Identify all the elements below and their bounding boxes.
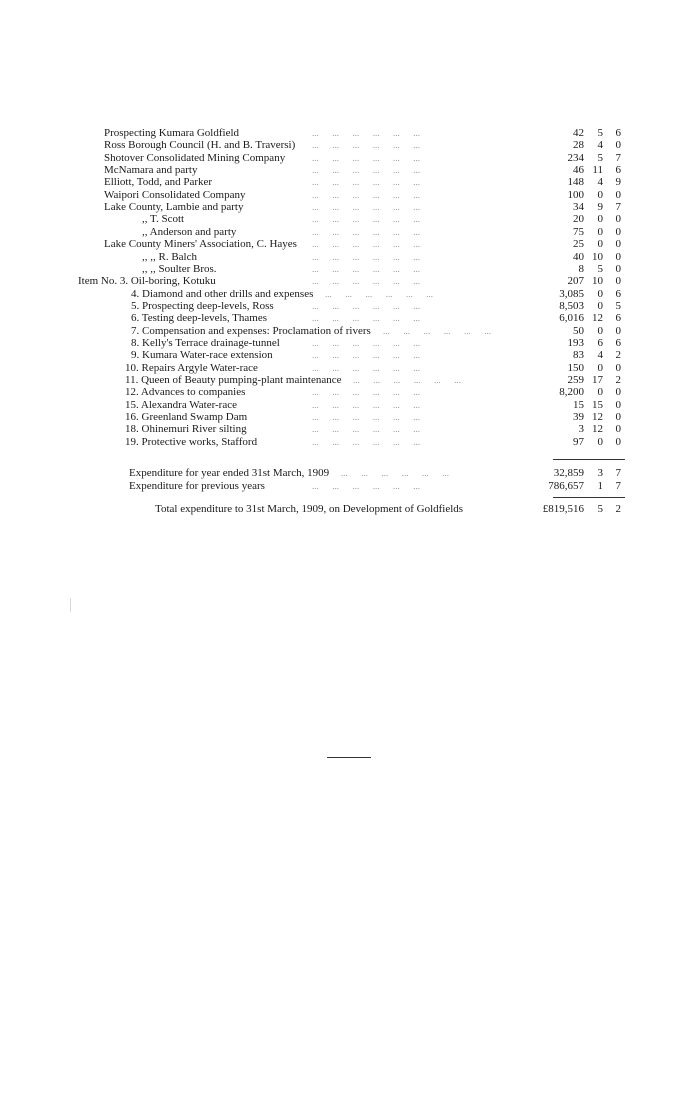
item-description: 18. Ohinemuri River silting (125, 423, 247, 436)
amount-shillings: 0 (597, 238, 603, 251)
table-row (0, 226, 700, 238)
amount-pence: 2 (615, 349, 621, 362)
table-row (0, 164, 700, 176)
leader-dots: ... ... ... ... ... ... (312, 399, 420, 410)
item-description: 6. Testing deep-levels, Thames (131, 312, 267, 325)
leader-dots: ... ... ... ... ... ... (312, 387, 420, 398)
amount-pounds: 8,503 (559, 299, 584, 312)
table-row (0, 238, 700, 250)
item-description: Elliott, Todd, and Parker (104, 176, 213, 189)
leader-dots: ... ... ... ... ... ... (312, 202, 420, 213)
amount-pounds: 42 (573, 127, 584, 139)
amount-pence: 0 (615, 139, 621, 152)
table-row (0, 423, 700, 435)
leader-dots: ... ... ... ... ... ... (312, 226, 420, 237)
item-description: McNamara and party (104, 164, 198, 177)
amount-pounds: 234 (567, 151, 584, 164)
leader-dots: ... ... ... ... ... ... (312, 436, 420, 447)
item-description: Total expenditure to 31st March, 1909, on Development of Goldfields (155, 503, 464, 515)
amount-shillings: 0 (597, 361, 603, 374)
amount-shillings: 0 (597, 299, 603, 312)
amount-shillings: 3 (597, 467, 603, 479)
amount-pounds: 83 (573, 349, 584, 362)
leader-dots: ... ... ... ... ... ... (312, 350, 420, 361)
table-row (0, 300, 700, 312)
amount-pence: 6 (615, 287, 621, 300)
amount-pence: 0 (615, 324, 621, 337)
amount-pence: 7 (615, 467, 621, 479)
leader-dots: ... ... ... ... ... ... (312, 362, 420, 373)
amount-shillings: 0 (597, 188, 603, 201)
table-row (0, 288, 700, 300)
table-row (0, 189, 700, 201)
table-row (0, 325, 700, 337)
amount-pence: 0 (615, 411, 621, 424)
item-description: 7. Compensation and expenses: Proclamation of rivers (131, 324, 371, 337)
leader-dots: ... ... ... ... ... ... (312, 165, 420, 176)
amount-pounds: 39 (573, 411, 584, 424)
leader-dots: ... ... ... ... ... ... (312, 239, 420, 250)
item-description: Expenditure for year ended 31st March, 1909 (129, 467, 330, 479)
leader-dots: ... ... ... ... ... ... (312, 313, 420, 324)
item-description: Lake County Miners' Association, C. Hayes (104, 238, 297, 251)
amount-pence: 7 (615, 480, 621, 492)
leader-dots: ... ... ... ... ... ... (312, 189, 420, 200)
amount-pounds: 97 (573, 435, 584, 448)
table-row (0, 480, 700, 492)
amount-shillings: 11 (592, 164, 603, 177)
leader-dots: ... ... ... ... ... ... (312, 177, 420, 188)
amount-shillings: 4 (597, 349, 603, 362)
item-description: Item No. 3. Oil-boring, Kotuku (78, 275, 216, 288)
amount-shillings: 5 (597, 503, 603, 515)
table-row (0, 312, 700, 324)
amount-pence: 5 (615, 299, 621, 312)
amount-shillings: 12 (592, 312, 603, 325)
amount-shillings: 1 (597, 480, 603, 492)
item-description: 15. Alexandra Water-race (125, 398, 237, 411)
amount-pence: 7 (615, 151, 621, 164)
item-description: Lake County, Lambie and party (104, 201, 244, 214)
table-row (0, 176, 700, 188)
leader-dots: ... ... ... ... ... ... (341, 468, 449, 478)
amount-shillings: 9 (597, 201, 603, 214)
amount-pence: 2 (615, 503, 621, 515)
amount-pounds: 50 (573, 324, 584, 337)
amount-pounds: 3 (578, 423, 584, 436)
item-description: Expenditure for previous years (129, 480, 265, 492)
table-row (0, 362, 700, 374)
item-description: ,, ,, R. Balch (142, 250, 197, 263)
amount-pence: 0 (615, 225, 621, 238)
table-row (0, 263, 700, 275)
amount-shillings: 5 (597, 127, 603, 139)
amount-pounds: 40 (573, 250, 584, 263)
item-description: ,, ,, Soulter Bros. (142, 262, 217, 275)
amount-shillings: 5 (597, 151, 603, 164)
amount-shillings: 6 (597, 336, 603, 349)
amount-shillings: 15 (592, 398, 603, 411)
amount-shillings: 4 (597, 176, 603, 189)
amount-shillings: 0 (597, 324, 603, 337)
amount-shillings: 10 (592, 275, 603, 288)
scan-artifact (70, 598, 71, 612)
item-description: ,, Anderson and party (142, 225, 237, 238)
leader-dots: ... ... ... ... ... ... (312, 337, 420, 348)
amount-shillings: 0 (597, 287, 603, 300)
item-description: 8. Kelly's Terrace drainage-tunnel (131, 336, 280, 349)
amount-pounds: 34 (573, 201, 584, 214)
amount-pounds: 32,859 (553, 467, 584, 479)
table-row (0, 275, 700, 287)
amount-pounds: 786,657 (548, 480, 584, 492)
item-description: 19. Protective works, Stafford (125, 435, 258, 448)
amount-pounds: 193 (567, 336, 584, 349)
closing-rule (327, 757, 371, 758)
amount-pence: 9 (615, 176, 621, 189)
table-row (0, 251, 700, 263)
table-row (0, 201, 700, 213)
table-row (0, 374, 700, 386)
amount-pounds: 207 (567, 275, 584, 288)
amount-shillings: 0 (597, 386, 603, 399)
amount-shillings: 0 (597, 225, 603, 238)
amount-pence: 0 (615, 262, 621, 275)
amount-pence: 0 (615, 238, 621, 251)
table-row (0, 411, 700, 423)
amount-pounds: 100 (567, 188, 584, 201)
leader-dots: ... ... ... ... ... ... (312, 214, 420, 225)
amount-shillings: 12 (592, 423, 603, 436)
amount-pence: 6 (615, 164, 621, 177)
amount-pence: 0 (615, 188, 621, 201)
amount-pence: 6 (615, 312, 621, 325)
amount-pounds: 3,085 (559, 287, 584, 300)
amount-pounds: 150 (567, 361, 584, 374)
leader-dots: ... ... ... ... ... ... (312, 128, 420, 138)
item-description: 12. Advances to companies (125, 386, 246, 399)
amount-shillings: 0 (597, 435, 603, 448)
amount-pounds: 148 (567, 176, 584, 189)
amount-pence: 0 (615, 361, 621, 374)
amount-pence: 0 (615, 435, 621, 448)
leader-dots: ... ... ... ... ... ... (383, 325, 491, 336)
amount-pounds: 20 (573, 213, 584, 226)
table-row (0, 139, 700, 151)
leader-dots: ... ... ... ... ... ... (312, 412, 420, 423)
amount-pence: 6 (615, 336, 621, 349)
amount-pounds: 8 (578, 262, 584, 275)
table-row (0, 399, 700, 411)
leader-dots: ... ... ... ... ... ... (325, 288, 433, 299)
subtotal-rule (553, 459, 625, 460)
item-description: 9. Kumara Water-race extension (131, 349, 273, 362)
item-description: Waipori Consolidated Company (104, 188, 246, 201)
table-row (0, 386, 700, 398)
leader-dots: ... ... ... ... ... ... (312, 263, 420, 274)
amount-pounds: 6,016 (559, 312, 584, 325)
leader-dots: ... ... ... ... ... ... (312, 140, 420, 151)
amount-pence: 7 (615, 201, 621, 214)
amount-pence: 0 (615, 275, 621, 288)
item-description: 4. Diamond and other drills and expenses (131, 287, 314, 300)
amount-shillings: 12 (592, 411, 603, 424)
amount-pounds: 46 (573, 164, 584, 177)
item-description: 16. Greenland Swamp Dam (125, 411, 248, 424)
item-description: 5. Prospecting deep-levels, Ross (131, 299, 274, 312)
amount-shillings: 10 (592, 250, 603, 263)
amount-pounds: 8,200 (559, 386, 584, 399)
item-description: 11. Queen of Beauty pumping-plant maintenance (125, 374, 342, 386)
table-row (0, 349, 700, 361)
table-row (0, 213, 700, 225)
leader-dots: ... ... ... ... ... ... (353, 375, 461, 385)
item-description: 10. Repairs Argyle Water-race (125, 361, 258, 374)
total-rule (553, 497, 625, 498)
table-row (0, 503, 700, 515)
item-description: Shotover Consolidated Mining Company (104, 151, 286, 164)
amount-pence: 0 (615, 398, 621, 411)
amount-pence: 6 (615, 127, 621, 139)
leader-dots: ... ... ... ... ... ... (312, 251, 420, 262)
amount-shillings: 5 (597, 262, 603, 275)
table-row (0, 337, 700, 349)
leader-dots: ... ... ... ... ... ... (312, 481, 420, 491)
item-description: ,, T. Scott (142, 213, 185, 226)
amount-pence: 0 (615, 386, 621, 399)
amount-pence: 0 (615, 423, 621, 436)
amount-pounds: £819,516 (542, 503, 584, 515)
amount-pounds: 25 (573, 238, 584, 251)
item-description: Ross Borough Council (H. and B. Traversi) (104, 139, 296, 152)
amount-pounds: 28 (573, 139, 584, 152)
amount-pounds: 75 (573, 225, 584, 238)
amount-pounds: 15 (573, 398, 584, 411)
leader-dots: ... ... ... ... ... ... (312, 300, 420, 311)
table-row (0, 467, 700, 479)
amount-pounds: 259 (567, 374, 584, 386)
table-row (0, 127, 700, 139)
leader-dots: ... ... ... ... ... ... (312, 152, 420, 163)
amount-pence: 0 (615, 250, 621, 263)
leader-dots: ... ... ... ... ... ... (312, 424, 420, 435)
amount-shillings: 0 (597, 213, 603, 226)
leader-dots: ... ... ... ... ... ... (312, 276, 420, 287)
item-description: Prospecting Kumara Goldfield (104, 127, 240, 139)
amount-pence: 2 (615, 374, 621, 386)
amount-pence: 0 (615, 213, 621, 226)
amount-shillings: 4 (597, 139, 603, 152)
amount-shillings: 17 (592, 374, 603, 386)
table-row (0, 152, 700, 164)
table-row (0, 436, 700, 448)
